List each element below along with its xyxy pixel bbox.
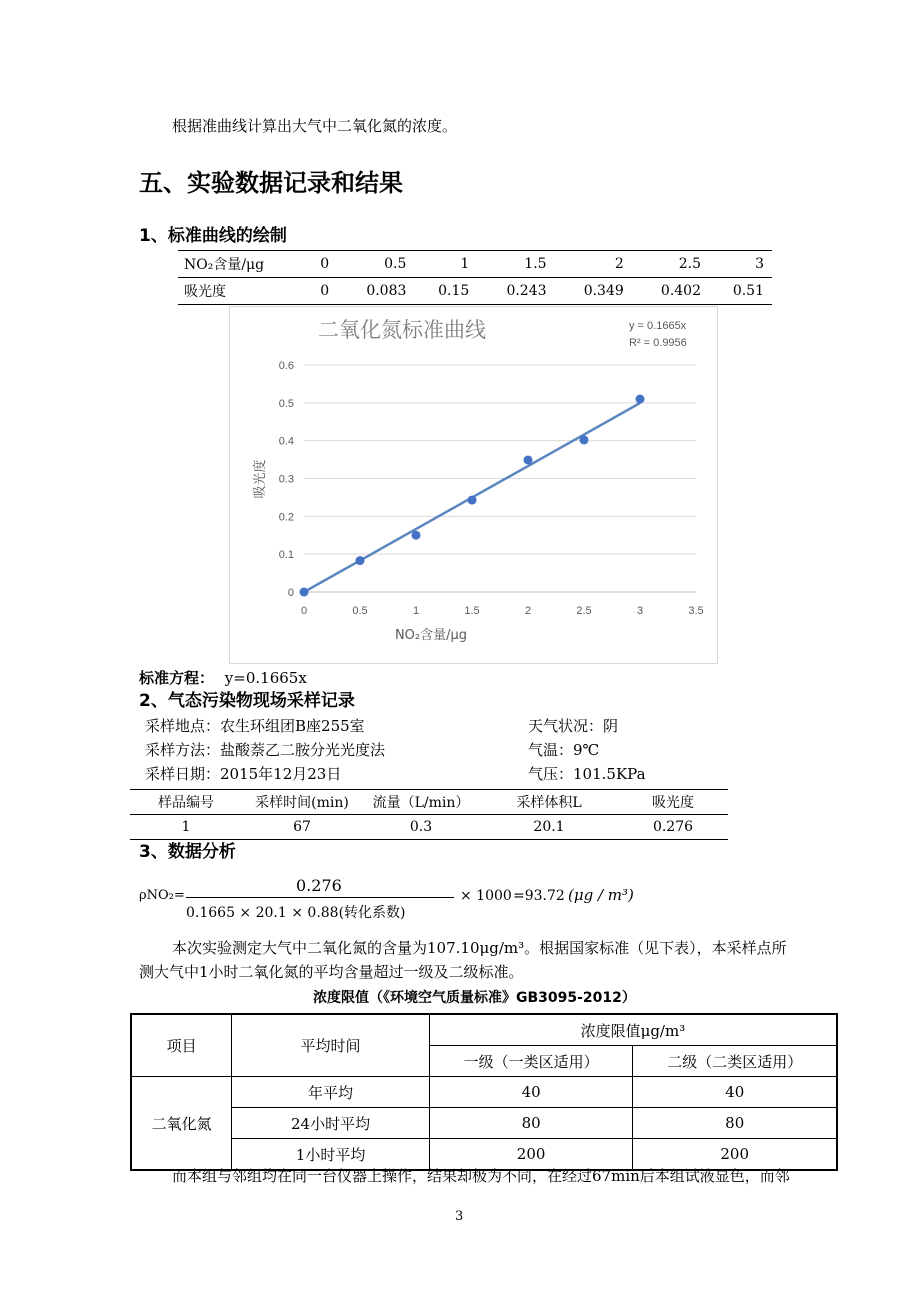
y-tick-label: 0.1 (278, 549, 294, 562)
table-cell: 20.1 (480, 815, 618, 840)
table-cell: 0 (310, 278, 337, 305)
sampling-location: 采样地点：农生环组团B座255室 (145, 717, 365, 735)
table-cell: 200 (429, 1139, 633, 1171)
table-cell: 1 (130, 815, 242, 840)
row-label: 吸光度 (178, 278, 310, 305)
y-tick-label: 0.6 (278, 360, 294, 372)
formula-numerator: 0.276 (296, 876, 342, 895)
table-row (178, 251, 772, 278)
table-row (131, 1077, 837, 1108)
table-cell: 2.5 (632, 251, 709, 278)
temperature: 气温：9℃ (528, 741, 600, 759)
table-cell: 3 (709, 251, 772, 278)
column-header: 一级（一类区适用） (429, 1046, 633, 1077)
table-row (130, 815, 728, 840)
sampling-method: 采样方法：盐酸萘乙二胺分光光度法 (145, 741, 386, 759)
closing-paragraph: 而本组与邻组均在同一台仪器上操作，结果却极为不同，在经过67min后本组试液显色，而邻 (172, 1167, 790, 1185)
table-cell: 1 (414, 251, 477, 278)
subsection-3-title: 3、数据分析 (139, 842, 236, 862)
column-header: 平均时间 (232, 1014, 430, 1077)
table-cell: 67 (242, 815, 362, 840)
data-point (468, 496, 477, 505)
table-cell: 0.3 (362, 815, 480, 840)
data-point (300, 588, 309, 597)
formula-result: =93.72 (513, 888, 565, 904)
column-header: 流量（L/min） (362, 790, 480, 815)
row-label: NO₂含量/μg (178, 251, 310, 278)
x-tick-label: 2 (524, 605, 532, 617)
data-point (636, 395, 645, 404)
y-axis-label: 吸光度 (253, 459, 268, 499)
x-tick-label: 3 (636, 605, 644, 617)
table-cell: 0.276 (618, 815, 728, 840)
standard-equation-value: y=0.1665x (224, 669, 307, 687)
column-header: 二级（二类区适用） (633, 1046, 837, 1077)
chart-canvas (230, 307, 717, 663)
table-cell: 0.349 (555, 278, 632, 305)
data-point (524, 455, 533, 464)
table-cell: 1小时平均 (232, 1139, 430, 1171)
table-cell: 40 (633, 1077, 837, 1108)
x-tick-label: 1 (412, 605, 420, 617)
trend-equation: y = 0.1665x (629, 320, 687, 332)
table-cell: 80 (633, 1108, 837, 1139)
standard-equation-line (139, 668, 307, 688)
table-cell: 0.51 (709, 278, 772, 305)
sampling-date: 采样日期：2015年12月23日 (145, 765, 342, 783)
table-cell: 1.5 (477, 251, 554, 278)
section-title: 五、实验数据记录和结果 (139, 169, 403, 197)
pressure: 气压：101.5KPa (528, 765, 646, 783)
intro-line: 根据准曲线计算出大气中二氧化氮的浓度。 (172, 117, 458, 135)
data-point (580, 435, 589, 444)
data-point (412, 531, 421, 540)
table-cell: 24小时平均 (232, 1108, 430, 1139)
y-tick-label: 0.2 (278, 511, 294, 524)
table-header-row (130, 790, 728, 815)
table-cell: 80 (429, 1108, 633, 1139)
table-cell: 0.083 (337, 278, 414, 305)
x-tick-label: 0 (300, 605, 308, 617)
column-header: 样品编号 (130, 790, 242, 815)
table-cell: 200 (633, 1139, 837, 1171)
pollutant-cell: 二氧化氮 (131, 1077, 232, 1171)
formula-unit: (μg / m³) (568, 886, 634, 904)
standard-curve-chart (229, 306, 718, 664)
sample-table (130, 789, 728, 840)
analysis-paragraph-line-2: 测大气中1小时二氧化氮的平均含量超过一级及二级标准。 (139, 963, 524, 981)
table-cell: 0.15 (414, 278, 477, 305)
y-tick-label: 0.5 (278, 397, 294, 410)
data-point (356, 556, 365, 565)
column-header: 项目 (131, 1014, 232, 1077)
table-header-row (131, 1014, 837, 1046)
analysis-paragraph-line-1: 本次实验测定大气中二氧化氮的含量为107.10μg/m³。根据国家标准（见下表），本采样点所 (172, 939, 787, 957)
chart-title: 二氧化氮标准曲线 (318, 318, 486, 342)
table-cell: 0.243 (477, 278, 554, 305)
table-cell: 0 (310, 251, 337, 278)
x-tick-label: 0.5 (352, 605, 368, 617)
formula-lhs: ρNO₂= (139, 888, 185, 903)
r-squared: R² = 0.9956 (629, 337, 687, 349)
page-number: 3 (455, 1209, 464, 1224)
formula-denominator: 0.1665 × 20.1 × 0.88(转化系数) (186, 905, 406, 921)
table-cell: 0.402 (632, 278, 709, 305)
y-tick-label: 0.3 (278, 473, 294, 486)
column-header: 采样时间(min) (242, 790, 362, 815)
concentration-limit-table (130, 1013, 838, 1171)
column-header: 吸光度 (618, 790, 728, 815)
standard-curve-table (178, 250, 772, 305)
y-tick-label: 0 (287, 587, 294, 599)
table-cell: 40 (429, 1077, 633, 1108)
weather: 天气状况：阴 (528, 717, 619, 735)
x-tick-label: 1.5 (464, 605, 480, 617)
x-tick-label: 2.5 (576, 605, 592, 617)
x-axis-label: NO₂含量/μg (394, 628, 468, 643)
x-tick-label: 3.5 (688, 605, 704, 617)
fraction-bar (186, 897, 454, 898)
table-row (131, 1108, 837, 1139)
y-tick-label: 0.4 (278, 435, 294, 448)
table-cell: 0.5 (337, 251, 414, 278)
standard-equation-label: 标准方程： (139, 669, 215, 687)
column-header: 浓度限值μg/m³ (429, 1014, 837, 1046)
subsection-1-title: 1、标准曲线的绘制 (139, 226, 287, 246)
table-row (178, 278, 772, 305)
table-cell: 2 (555, 251, 632, 278)
subsection-2-title: 2、气态污染物现场采样记录 (139, 691, 355, 711)
formula-multiplier: × 1000 (460, 888, 512, 904)
limit-table-title: 浓度限值（《环境空气质量标准》GB3095-2012） (313, 990, 636, 1006)
column-header: 采样体积L (480, 790, 618, 815)
table-cell: 年平均 (232, 1077, 430, 1108)
